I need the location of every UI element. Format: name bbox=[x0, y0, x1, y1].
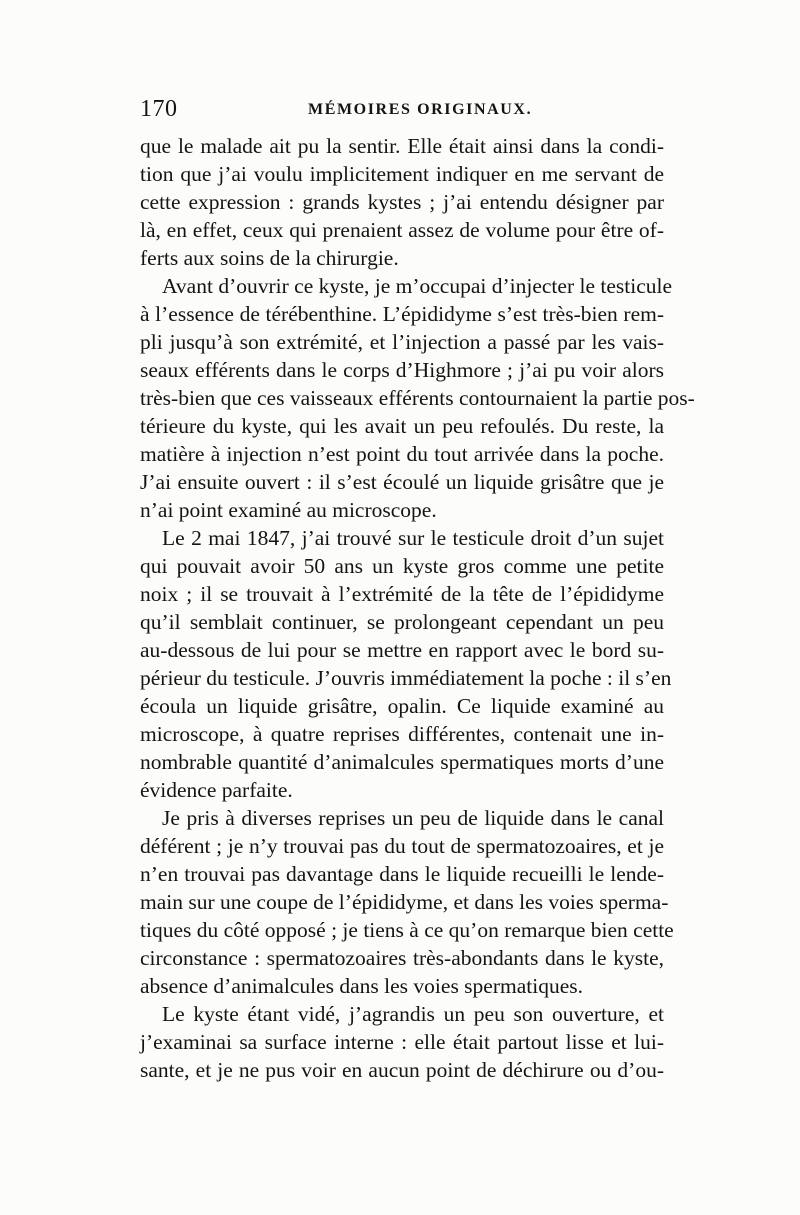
text-line: pli jusqu’à son extrémité, et l’injection a passé par les vais- bbox=[140, 330, 664, 354]
text-line: tiques du côté opposé ; je tiens à ce qu’on remarque bien cette bbox=[140, 918, 674, 942]
text-line: écoula un liquide grisâtre, opalin. Ce liquide examiné au bbox=[140, 694, 664, 718]
text-line: au-dessous de lui pour se mettre en rapport avec le bord su- bbox=[140, 638, 664, 662]
text-line: circonstance : spermatozoaires très-abondants dans le kyste, bbox=[140, 946, 664, 970]
text-line: n’ai point examiné au microscope. bbox=[140, 498, 437, 522]
text-line: qui pouvait avoir 50 ans un kyste gros comme une petite bbox=[140, 554, 664, 578]
text-line: tion que j’ai voulu implicitement indiquer en me servant de bbox=[140, 162, 664, 186]
text-line: noix ; il se trouvait à l’extrémité de la tête de l’épididyme bbox=[140, 582, 664, 606]
page-header bbox=[140, 94, 664, 124]
text-line: microscope, à quatre reprises différentes, contenait une in- bbox=[140, 722, 664, 746]
text-line: matière à injection n’est point du tout arrivée dans la poche. bbox=[140, 442, 664, 466]
text-line: j’examinai sa surface interne : elle était partout lisse et lui- bbox=[140, 1030, 664, 1054]
text-line: Le 2 mai 1847, j’ai trouvé sur le testicule droit d’un sujet bbox=[162, 526, 664, 550]
text-line: très-bien que ces vaisseaux efférents contournaient la partie pos- bbox=[140, 386, 695, 410]
text-line: cette expression : grands kystes ; j’ai entendu désigner par bbox=[140, 190, 664, 214]
text-line: que le malade ait pu la sentir. Elle était ainsi dans la condi- bbox=[140, 134, 664, 158]
text-line: ferts aux soins de la chirurgie. bbox=[140, 246, 399, 270]
running-head: MÉMOIRES ORIGINAUX. bbox=[308, 101, 533, 118]
body-text bbox=[140, 132, 695, 1084]
text-line: absence d’animalcules dans les voies spermatiques. bbox=[140, 974, 583, 998]
text-line: térieure du kyste, qui les avait un peu refoulés. Du reste, la bbox=[140, 414, 664, 438]
text-line: qu’il semblait continuer, se prolongeant cependant un peu bbox=[140, 610, 664, 634]
text-line: Le kyste étant vidé, j’agrandis un peu son ouverture, et bbox=[162, 1002, 664, 1026]
text-line: déférent ; je n’y trouvai pas du tout de spermatozoaires, et je bbox=[140, 834, 664, 858]
text-line: là, en effet, ceux qui prenaient assez de volume pour être of- bbox=[140, 218, 664, 242]
text-line: nombrable quantité d’animalcules spermatiques morts d’une bbox=[140, 750, 664, 774]
text-line: J’ai ensuite ouvert : il s’est écoulé un liquide grisâtre que je bbox=[140, 470, 664, 494]
text-line: Avant d’ouvrir ce kyste, je m’occupai d’injecter le testicule bbox=[162, 274, 673, 298]
text-line: sante, et je ne pus voir en aucun point de déchirure ou d’ou- bbox=[140, 1058, 664, 1082]
text-line: à l’essence de térébenthine. L’épididyme s’est très-bien rem- bbox=[140, 302, 664, 326]
page-number: 170 bbox=[140, 96, 178, 122]
text-line: seaux efférents dans le corps d’Highmore ; j’ai pu voir alors bbox=[140, 358, 664, 382]
text-line: périeur du testicule. J’ouvris immédiatement la poche : il s’en bbox=[140, 666, 672, 690]
text-line: n’en trouvai pas davantage dans le liquide recueilli le lende- bbox=[140, 862, 664, 886]
text-line: Je pris à diverses reprises un peu de liquide dans le canal bbox=[162, 806, 664, 830]
text-line: évidence parfaite. bbox=[140, 778, 293, 802]
text-line: main sur une coupe de l’épididyme, et dans les voies sperma- bbox=[140, 890, 669, 914]
